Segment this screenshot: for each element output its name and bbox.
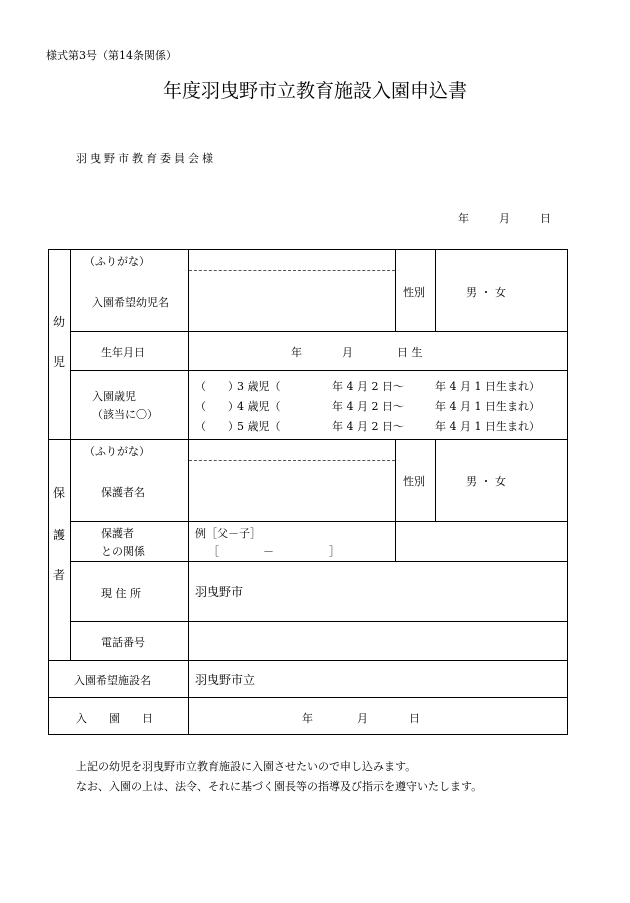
address-field[interactable]: 羽曳野市 — [195, 585, 244, 599]
relation-field[interactable]: ［ － ］ — [208, 545, 340, 558]
child-gender-label: 性別 — [403, 286, 425, 299]
row-line-2 — [70, 370, 568, 371]
row-line-4 — [70, 521, 568, 522]
age-option-4-to: 年 4 月 1 日生まれ） — [435, 400, 540, 413]
entry-day: 日 — [409, 712, 420, 725]
row-line-1 — [70, 331, 568, 332]
gender-col-line-3 — [395, 439, 396, 561]
form-number: 様式第3号（第14条関係） — [46, 49, 177, 62]
row-line-3 — [48, 439, 568, 440]
table-border-top — [48, 249, 568, 250]
age-option-5-to: 年 4 月 1 日生まれ） — [435, 420, 540, 433]
facility-label: 入園希望施設名 — [74, 674, 151, 687]
phone-field[interactable] — [190, 623, 566, 659]
birthdate-label: 生年月日 — [101, 346, 145, 359]
guardian-section-label-1: 保 — [52, 486, 65, 500]
gender-col-line-2 — [435, 249, 436, 331]
age-option-5-age: 5 歳児（ — [237, 420, 281, 433]
gender-col-line-1 — [395, 249, 396, 331]
label-column-line — [188, 249, 189, 735]
child-name-label: 入園希望幼児名 — [92, 296, 169, 309]
date-day: 日 — [540, 212, 551, 225]
age-label-2: （該当に〇） — [92, 408, 158, 421]
child-section-label-1: 幼 — [52, 315, 65, 329]
age-option-4-from: 年 4 月 2 日～ — [332, 400, 404, 413]
age-option-3-paren: （ ） — [195, 380, 239, 393]
relation-label-1: 保護者 — [101, 527, 134, 540]
furigana-divider-child — [189, 270, 395, 271]
date-year: 年 — [458, 212, 469, 225]
addressee: 羽曳野市教育委員会様 — [76, 152, 216, 165]
guardian-gender-options[interactable]: 男 ・ 女 — [466, 475, 506, 488]
entry-month: 月 — [357, 712, 368, 725]
row-line-6 — [70, 621, 568, 622]
row-line-8 — [48, 697, 568, 698]
entry-date-label: 入 園 日 — [76, 712, 153, 725]
birthdate-field[interactable] — [190, 333, 566, 369]
guardian-section-label-2: 護 — [52, 528, 65, 542]
table-border-left — [48, 249, 49, 735]
age-option-3-to: 年 4 月 1 日生まれ） — [435, 380, 540, 393]
age-label-1: 入園歳児 — [92, 390, 136, 403]
entry-date-field[interactable] — [190, 699, 566, 733]
guardian-gender-label: 性別 — [403, 475, 425, 488]
child-furigana-label: （ふりがな） — [84, 255, 150, 268]
guardian-name-label: 保護者名 — [101, 486, 145, 499]
birth-day: 日 生 — [397, 346, 423, 359]
age-option-3-age: 3 歳児（ — [237, 380, 281, 393]
address-label: 現 住 所 — [101, 587, 141, 600]
relation-label-2: との関係 — [101, 545, 145, 558]
row-line-7 — [48, 660, 568, 661]
section-column-line — [70, 249, 71, 660]
table-border-bottom — [48, 734, 568, 735]
age-option-5-paren: （ ） — [195, 420, 239, 433]
table-border-right — [567, 249, 568, 735]
page-title: 年度羽曳野市立教育施設入園申込書 — [162, 80, 467, 102]
date-month: 月 — [499, 212, 510, 225]
guardian-name-field[interactable] — [190, 463, 394, 519]
child-name-field[interactable] — [190, 273, 394, 329]
child-section-label-2: 児 — [52, 355, 65, 369]
age-option-3-from: 年 4 月 2 日～ — [332, 380, 404, 393]
row-line-5 — [395, 561, 568, 562]
birth-year: 年 — [291, 346, 302, 359]
furigana-divider-guardian — [189, 460, 395, 461]
age-option-4-paren: （ ） — [195, 400, 239, 413]
guardian-furigana-label: （ふりがな） — [84, 445, 150, 458]
child-furigana-field[interactable] — [190, 254, 394, 269]
guardian-section-label-3: 者 — [52, 568, 65, 582]
guardian-furigana-field[interactable] — [190, 444, 394, 459]
phone-label: 電話番号 — [101, 636, 145, 649]
age-option-4-age: 4 歳児（ — [237, 400, 281, 413]
child-gender-options[interactable]: 男 ・ 女 — [466, 286, 506, 299]
footer-statement-1: 上記の幼児を羽曳野市立教育施設に入園させたいので申し込みます。 — [76, 760, 417, 773]
age-option-5-from: 年 4 月 2 日～ — [332, 420, 404, 433]
row-line-5b — [70, 561, 396, 562]
footer-statement-2: なお、入園の上は、法令、それに基づく園長等の指導及び指示を遵守いたします。 — [76, 780, 483, 793]
entry-year: 年 — [302, 712, 313, 725]
facility-field[interactable]: 羽曳野市立 — [195, 673, 256, 687]
birth-month: 月 — [342, 346, 353, 359]
relation-example: 例［父－子］ — [195, 527, 261, 540]
application-date — [458, 210, 551, 226]
gender-col-line-4 — [435, 439, 436, 521]
